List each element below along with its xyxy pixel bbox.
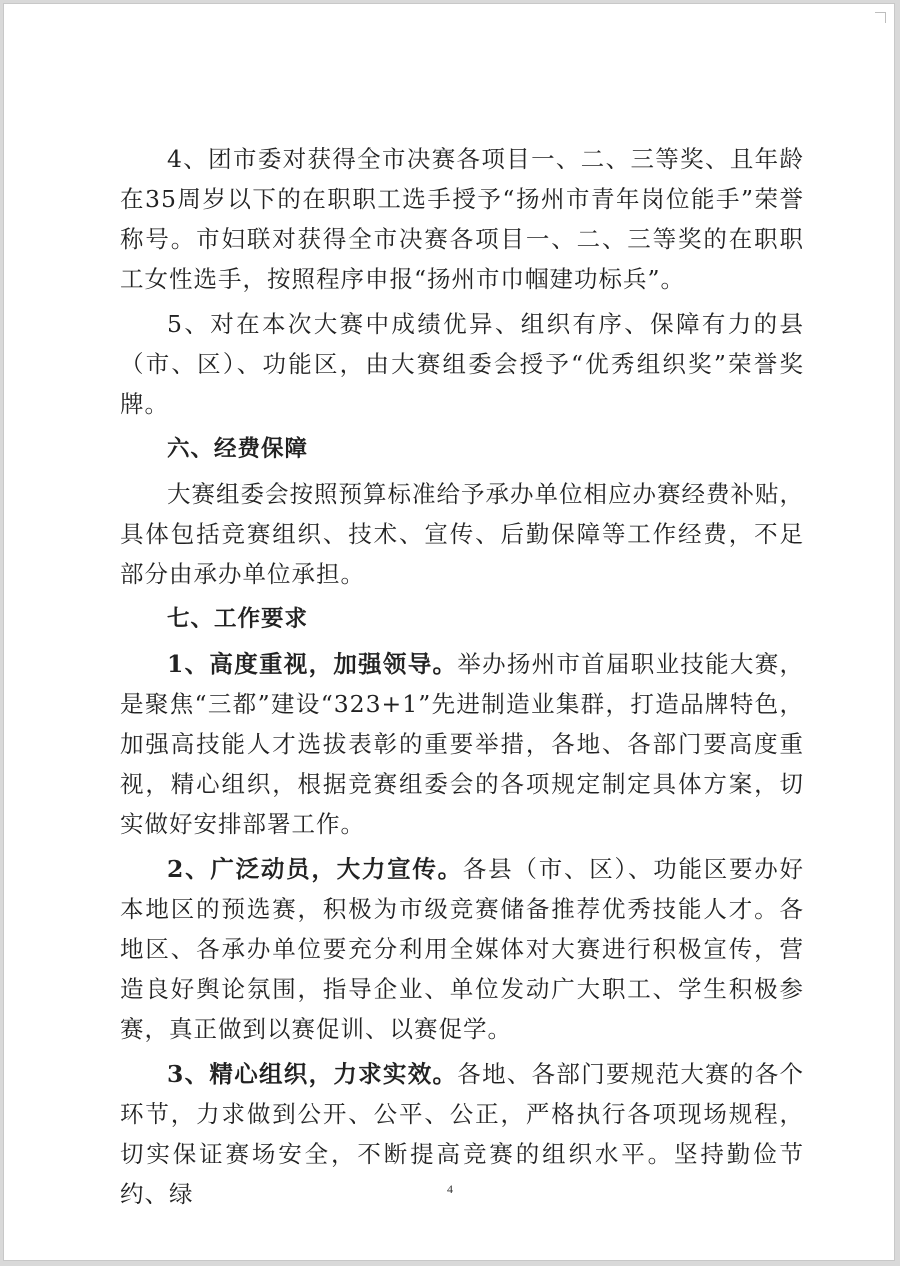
paragraph-award-organization: 5、对在本次大赛中成绩优异、组织有序、保障有力的县（市、区）、功能区，由大赛组委会授予“优秀组织奖”荣誉奖牌。 <box>120 310 804 418</box>
requirement-3-body: 各地、各部门要规范大赛的各个环节，力求做到公开、公平、公正，严格执行各项现场规程，切实保证赛场安全，不断提高竞赛的组织水平。坚持勤俭节约、绿 <box>120 1060 804 1208</box>
paragraph-funding: 大赛组委会按照预算标准给予承办单位相应办赛经费补贴，具体包括竞赛组织、技术、宣传、后勤保障等工作经费，不足部分由承办单位承担。 <box>120 480 804 588</box>
requirement-2-body: 各县（市、区）、功能区要办好本地区的预选赛，积极为市级竞赛储备推荐优秀技能人才。各地区、各承办单位要充分利用全媒体对大赛进行积极宣传，营造良好舆论氛围，指导企业、单位发动广大职工、学生积极参赛，真正做到以赛促训、以赛促学。 <box>120 855 804 1043</box>
requirement-3-lead: 3、精心组织，力求实效。 <box>167 1060 458 1088</box>
paragraph-requirement-1 <box>120 644 804 844</box>
document-body <box>120 139 804 1214</box>
document-page <box>3 3 895 1261</box>
page-corner-mark <box>875 12 886 23</box>
heading-funding: 六、经费保障 <box>167 436 309 462</box>
page-number: 4 <box>447 1182 453 1196</box>
paragraph-award-youth: 4、团市委对获得全市决赛各项目一、二、三等奖、且年龄在35周岁以下的在职职工选手授予“扬州市青年岗位能手”荣誉称号。市妇联对获得全市决赛各项目一、二、三等奖的在职职工女性选手，按照程序申报“扬州市巾帼建功标兵”。 <box>120 145 804 293</box>
requirement-2-lead: 2、广泛动员，大力宣传。 <box>167 855 463 883</box>
paragraph-requirement-2 <box>120 849 804 1049</box>
requirement-1-body: 举办扬州市首届职业技能大赛，是聚焦“三都”建设“323+1”先进制造业集群，打造品牌特色，加强高技能人才选拔表彰的重要举措，各地、各部门要高度重视，精心组织，根据竞赛组委会的各项规定制定具体方案，切实做好安排部署工作。 <box>120 650 804 838</box>
heading-requirements: 七、工作要求 <box>167 606 309 632</box>
requirement-1-lead: 1、高度重视，加强领导。 <box>167 650 458 678</box>
